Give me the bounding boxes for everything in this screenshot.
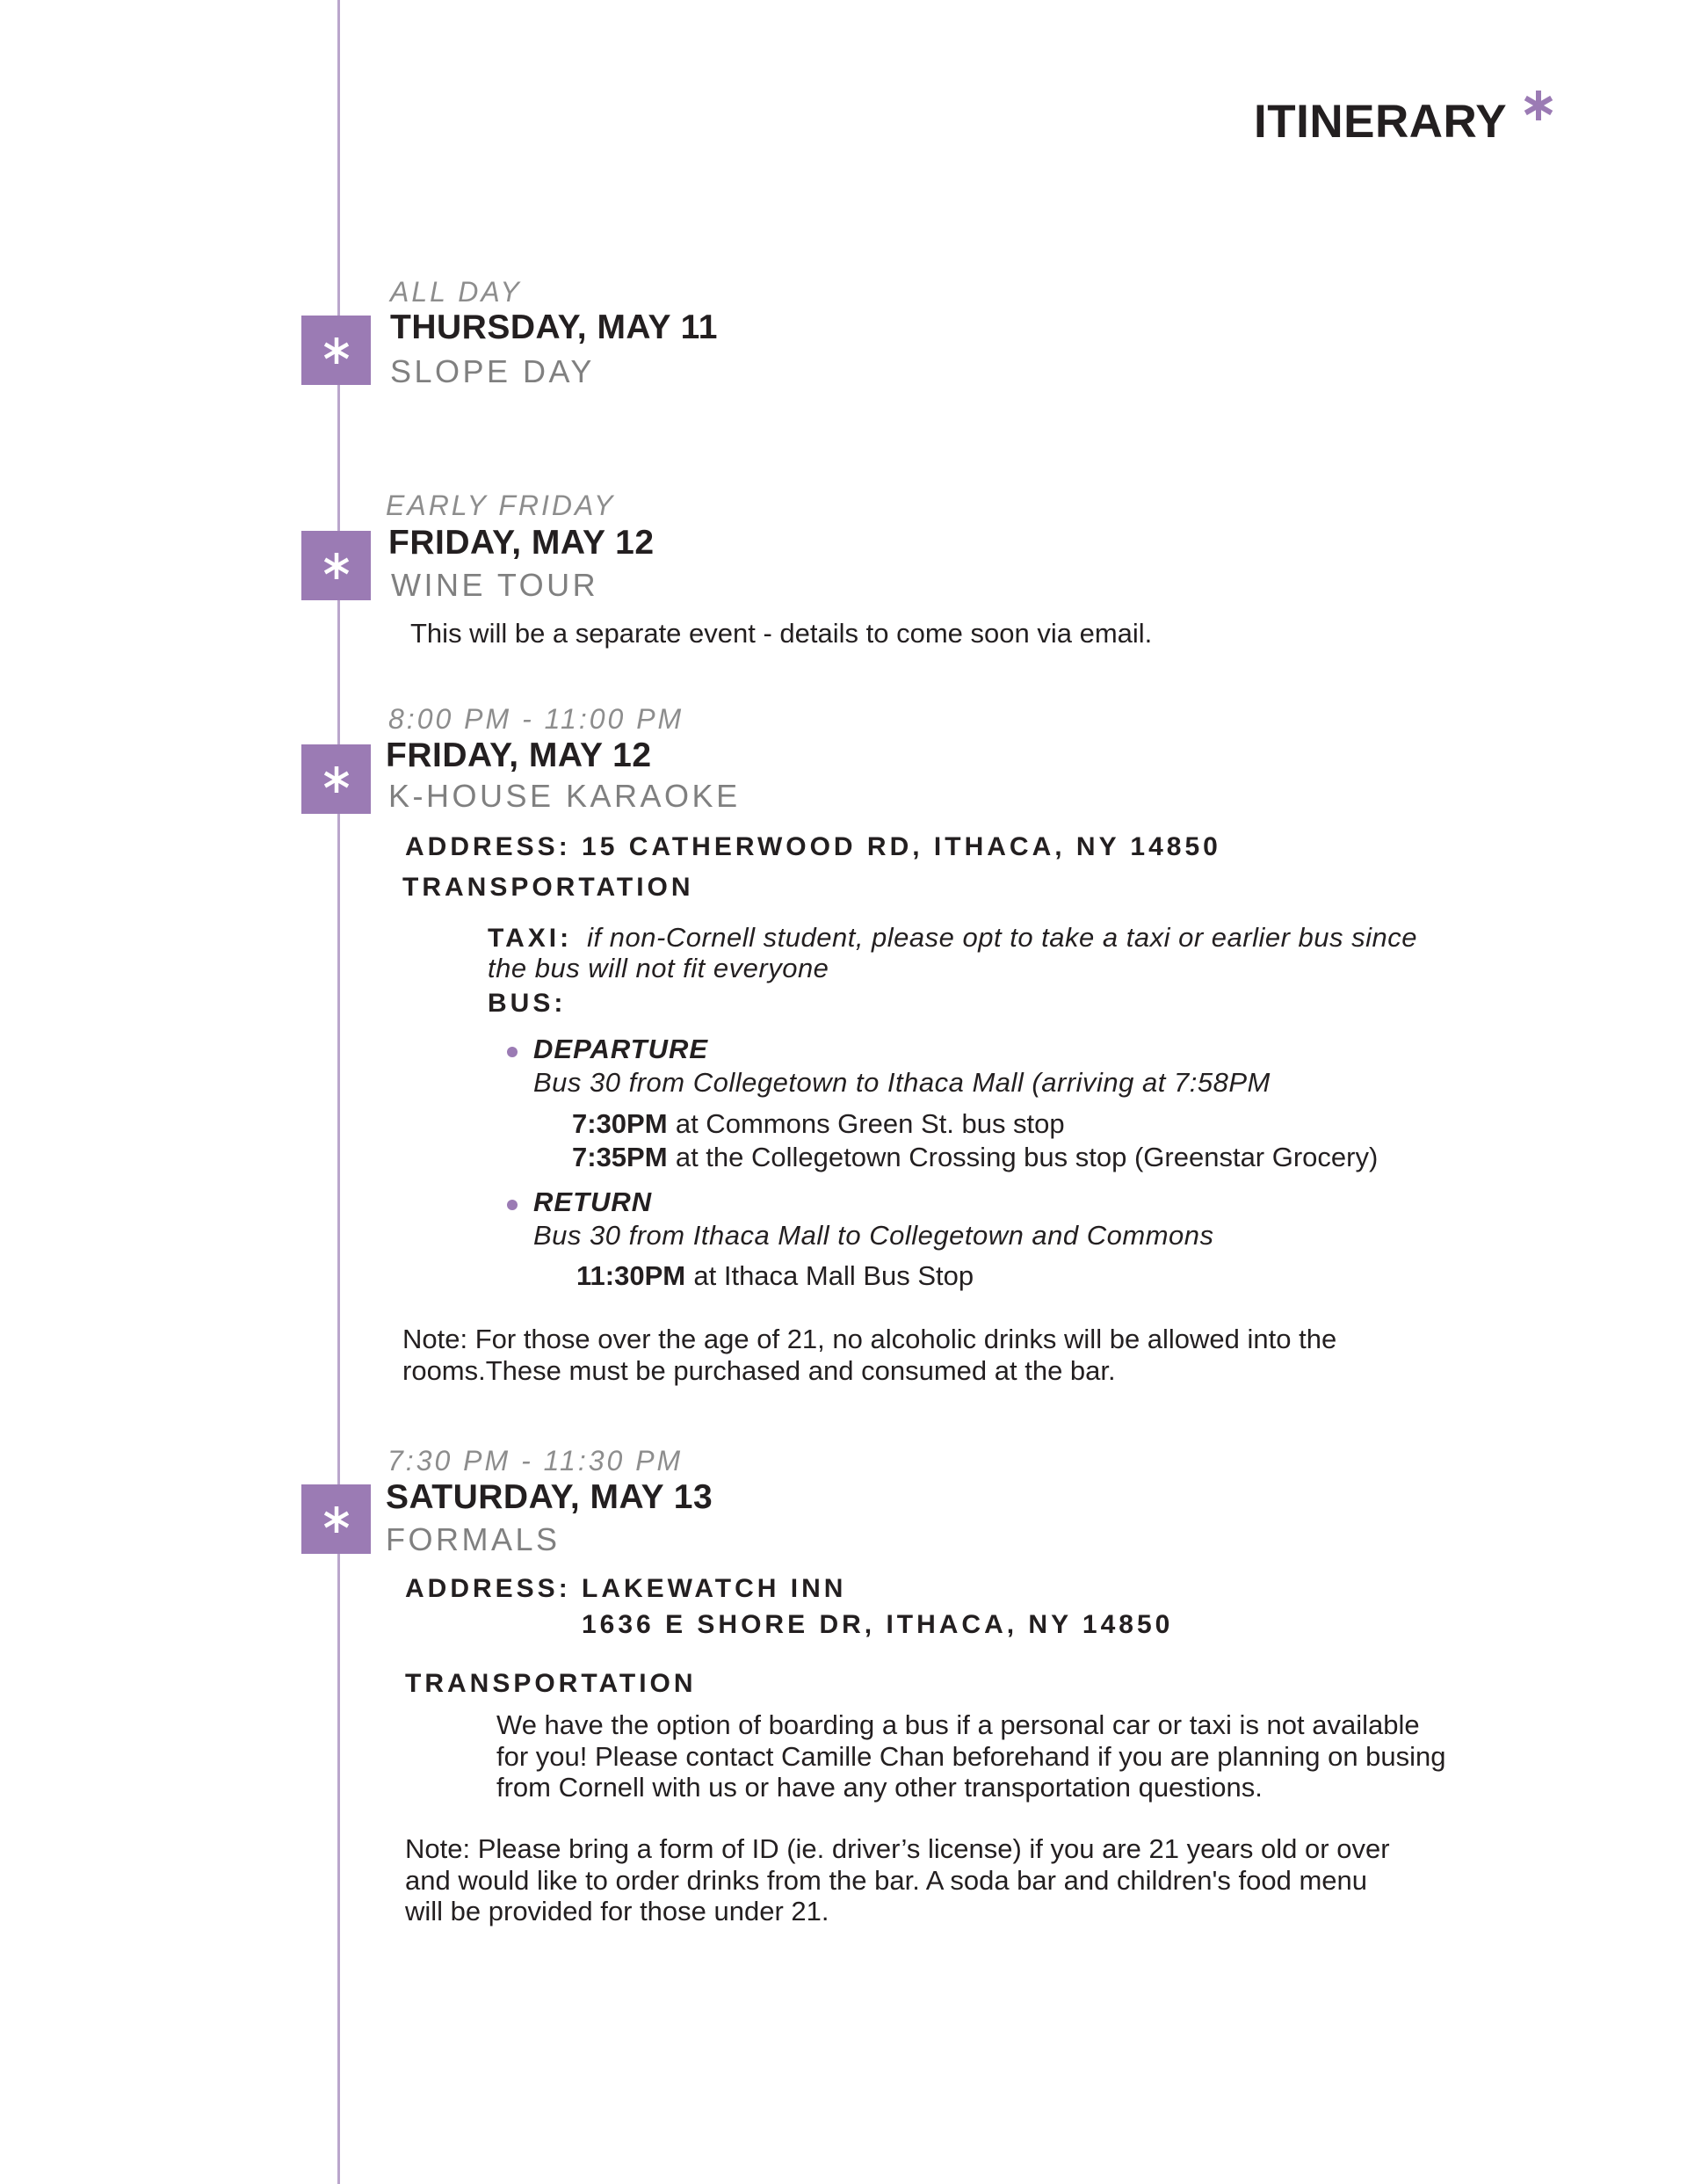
event-date: SATURDAY, MAY 13 (386, 1478, 713, 1516)
bus-label: BUS: (488, 989, 567, 1018)
stop-place: at the Collegetown Crossing bus stop (Greenstar Grocery) (675, 1142, 1379, 1172)
asterisk-icon (320, 763, 353, 796)
asterisk-icon (320, 1503, 353, 1536)
return-label: RETURN (533, 1186, 653, 1217)
departure-route: Bus 30 from Collegetown to Ithaca Mall (arriving at 7:58PM (533, 1067, 1271, 1098)
departure-label: DEPARTURE (533, 1034, 709, 1064)
note-line: and would like to order drinks from the bar. A soda bar and children's food menu (405, 1865, 1368, 1896)
note-line: Note: For those over the age of 21, no alcoholic drinks will be allowed into the (402, 1324, 1337, 1354)
event-date: THURSDAY, MAY 11 (390, 308, 718, 346)
event-date: FRIDAY, MAY 12 (386, 736, 652, 774)
event-marker (301, 531, 371, 600)
event-marker (301, 744, 371, 814)
note-line: Note: Please bring a form of ID (ie. driver’s license) if you are 21 years old or over (405, 1833, 1390, 1864)
asterisk-icon (320, 549, 353, 583)
event-time: 7:30 PM - 11:30 PM (387, 1445, 684, 1477)
transportation-text-line: from Cornell with us or have any other transportation questions. (496, 1772, 1263, 1803)
taxi-line (488, 921, 1417, 954)
taxi-note-continued: the bus will not fit everyone (488, 953, 829, 983)
asterisk-icon (320, 334, 353, 367)
bus-stop (572, 1141, 1378, 1173)
stop-time: 7:30PM (572, 1108, 668, 1139)
event-marker (301, 316, 371, 385)
bus-stop (572, 1107, 1065, 1140)
note-line: rooms.These must be purchased and consumed at the bar. (402, 1355, 1116, 1386)
asterisk-icon (1521, 88, 1556, 123)
event-address: ADDRESS: LAKEWATCH INN (405, 1574, 847, 1603)
taxi-note: if non-Cornell student, please opt to take a taxi or earlier bus since (587, 922, 1417, 953)
return-route: Bus 30 from Ithaca Mall to Collegetown and Commons (533, 1220, 1214, 1251)
event-marker (301, 1484, 371, 1554)
taxi-label: TAXI: (488, 924, 573, 953)
transportation-heading: TRANSPORTATION (402, 873, 694, 902)
event-description: This will be a separate event - details to come soon via email. (410, 618, 1153, 649)
event-time: ALL DAY (390, 276, 522, 308)
note-line: will be provided for those under 21. (405, 1896, 829, 1926)
event-address: ADDRESS: 15 CATHERWOOD RD, ITHACA, NY 14850 (405, 832, 1221, 861)
event-address-line2: 1636 E SHORE DR, ITHACA, NY 14850 (582, 1610, 1174, 1639)
bullet-dot-icon (507, 1200, 518, 1210)
transportation-text-line: We have the option of boarding a bus if a personal car or taxi is not available (496, 1709, 1420, 1740)
stop-place: at Ithaca Mall Bus Stop (693, 1260, 974, 1291)
transportation-text-line: for you! Please contact Camille Chan beforehand if you are planning on busing (496, 1741, 1446, 1772)
transportation-heading: TRANSPORTATION (405, 1669, 697, 1698)
bullet-dot-icon (507, 1047, 518, 1057)
stop-place: at Commons Green St. bus stop (675, 1108, 1065, 1139)
stop-time: 7:35PM (572, 1142, 668, 1172)
event-time: EARLY FRIDAY (386, 490, 616, 521)
event-date: FRIDAY, MAY 12 (388, 524, 655, 562)
page-title: ITINERARY (1254, 96, 1508, 148)
event-name: FORMALS (386, 1521, 561, 1557)
event-name: WINE TOUR (391, 567, 599, 603)
event-name: SLOPE DAY (390, 353, 595, 389)
event-name: K-HOUSE KARAOKE (388, 778, 741, 814)
event-time: 8:00 PM - 11:00 PM (388, 703, 684, 735)
stop-time: 11:30PM (576, 1260, 686, 1291)
bus-stop (576, 1259, 974, 1292)
